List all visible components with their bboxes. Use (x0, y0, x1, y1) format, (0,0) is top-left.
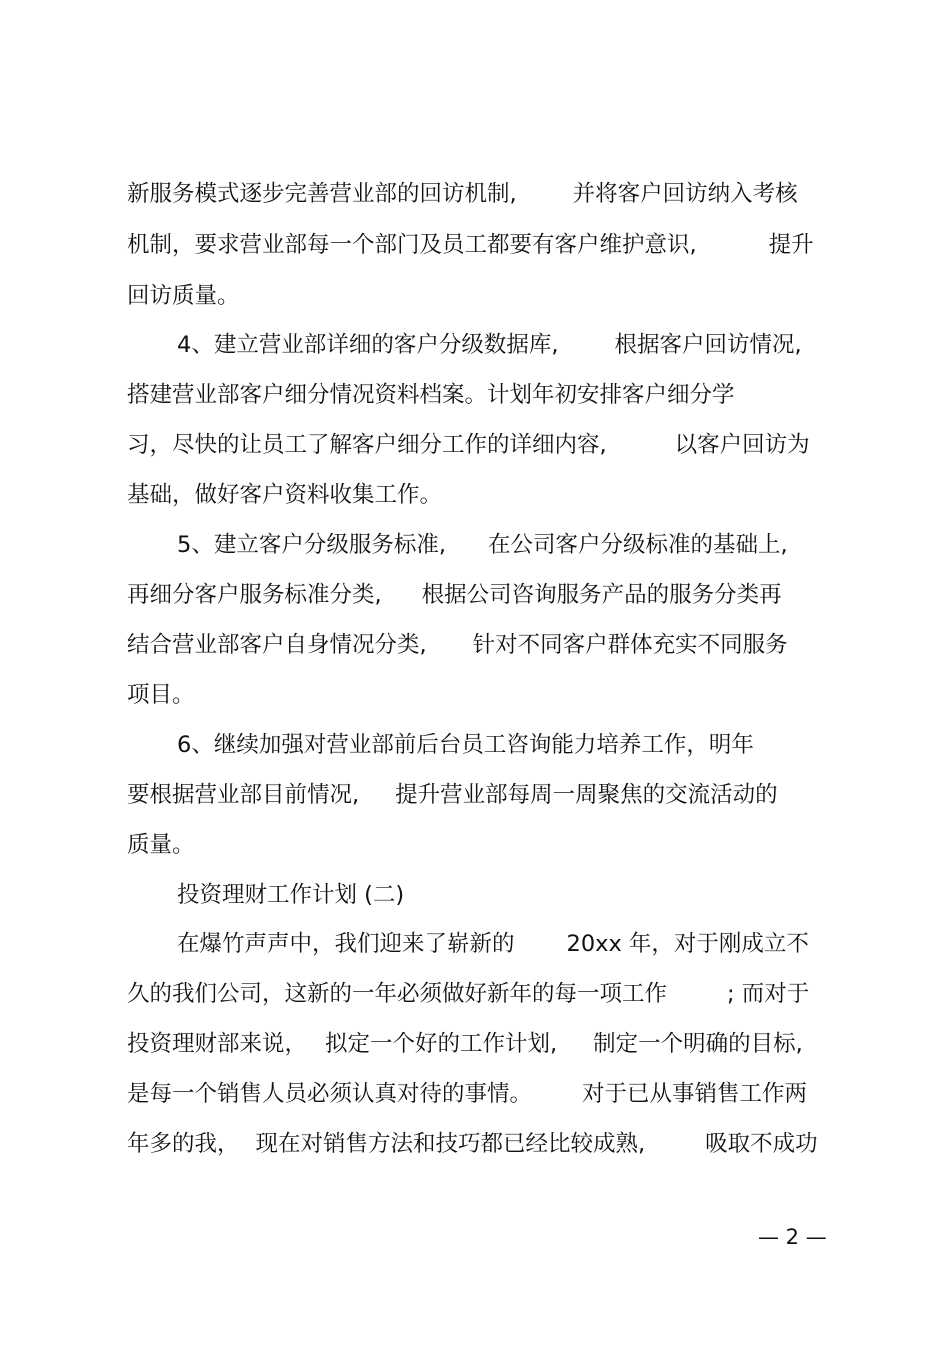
text-line (127, 1079, 807, 1109)
text-line (127, 780, 778, 810)
heading-text: 投资理财工作计划 (二) (177, 882, 405, 908)
text-line (127, 680, 195, 710)
text-line (127, 230, 814, 260)
text-segment: 以客户回访为 (674, 432, 810, 458)
text-segment: 要根据营业部目前情况, (127, 782, 360, 808)
text-segment: 投资理财部来说， (127, 1031, 308, 1057)
text-segment: 针对不同客户群体充实不同服务 (472, 632, 788, 658)
page-number: — 2 — (758, 1225, 827, 1249)
text-segment: 提升营业部每周一周聚焦的交流活动的 (395, 782, 778, 808)
text-line (127, 380, 735, 410)
text-segment: 久的我们公司，这新的一年必须做好新年的每一项工作 (127, 981, 668, 1007)
text-line (127, 430, 810, 460)
text-segment: 现在对销售方法和技巧都已经比较成熟, (255, 1131, 646, 1157)
text-line (127, 979, 809, 1009)
text-segment: ; 而对于 (727, 981, 810, 1007)
text-segment: 并将客户回访纳入考核 (572, 181, 798, 207)
text-line (127, 1029, 803, 1059)
text-segment: 是每一个销售人员必须认真对待的事情。 (127, 1081, 533, 1107)
paragraph-start-line (177, 929, 809, 959)
text-segment: 对于已从事销售工作两 (582, 1081, 808, 1107)
text-segment: 20xx 年，对于刚成立不 (566, 931, 809, 957)
text-segment: 机制，要求营业部每一个部门及员工都要有客户维护意识, (127, 232, 697, 258)
text-segment: 制定一个明确的目标, (593, 1031, 803, 1057)
text-line (127, 830, 195, 860)
section-heading (177, 880, 404, 910)
text-segment: 项目。 (127, 682, 195, 708)
text-line (127, 630, 788, 660)
text-segment: 回访质量。 (127, 283, 240, 309)
text-line (127, 480, 442, 510)
text-segment: 结合营业部客户自身情况分类, (127, 632, 427, 658)
text-segment: 提升 (768, 232, 814, 258)
text-line (127, 580, 782, 610)
text-line (127, 281, 240, 311)
paragraph-start-line (177, 730, 754, 760)
paragraph-start-line (177, 330, 802, 360)
text-segment: 新服务模式逐步完善营业部的回访机制, (127, 181, 517, 207)
text-segment: 质量。 (127, 832, 195, 858)
text-segment: 习，尽快的让员工了解客户细分工作的详细内容, (127, 432, 607, 458)
text-segment: 年多的我， (127, 1131, 240, 1157)
text-line (127, 1129, 818, 1159)
text-segment: 拟定一个好的工作计划, (325, 1031, 558, 1057)
text-segment: 在公司客户分级标准的基础上, (487, 532, 788, 558)
text-segment: 4、建立营业部详细的客户分级数据库, (177, 332, 559, 358)
text-segment: 再细分客户服务标准分类, (127, 582, 382, 608)
text-segment: 搭建营业部客户细分情况资料档案。计划年初安排客户细分学 (127, 382, 735, 408)
text-segment: 根据客户回访情况, (614, 332, 802, 358)
text-segment: 吸取不成功 (705, 1131, 818, 1157)
text-segment: 在爆竹声声中，我们迎来了崭新的 (177, 931, 515, 957)
text-line (127, 179, 798, 209)
text-segment: 5、建立客户分级服务标准, (177, 532, 446, 558)
text-segment: 根据公司咨询服务产品的服务分类再 (421, 582, 782, 608)
text-segment: 基础，做好客户资料收集工作。 (127, 482, 443, 508)
paragraph-start-line (177, 530, 788, 560)
text-segment: 6、继续加强对营业部前后台员工咨询能力培养工作，明年 (177, 732, 754, 758)
